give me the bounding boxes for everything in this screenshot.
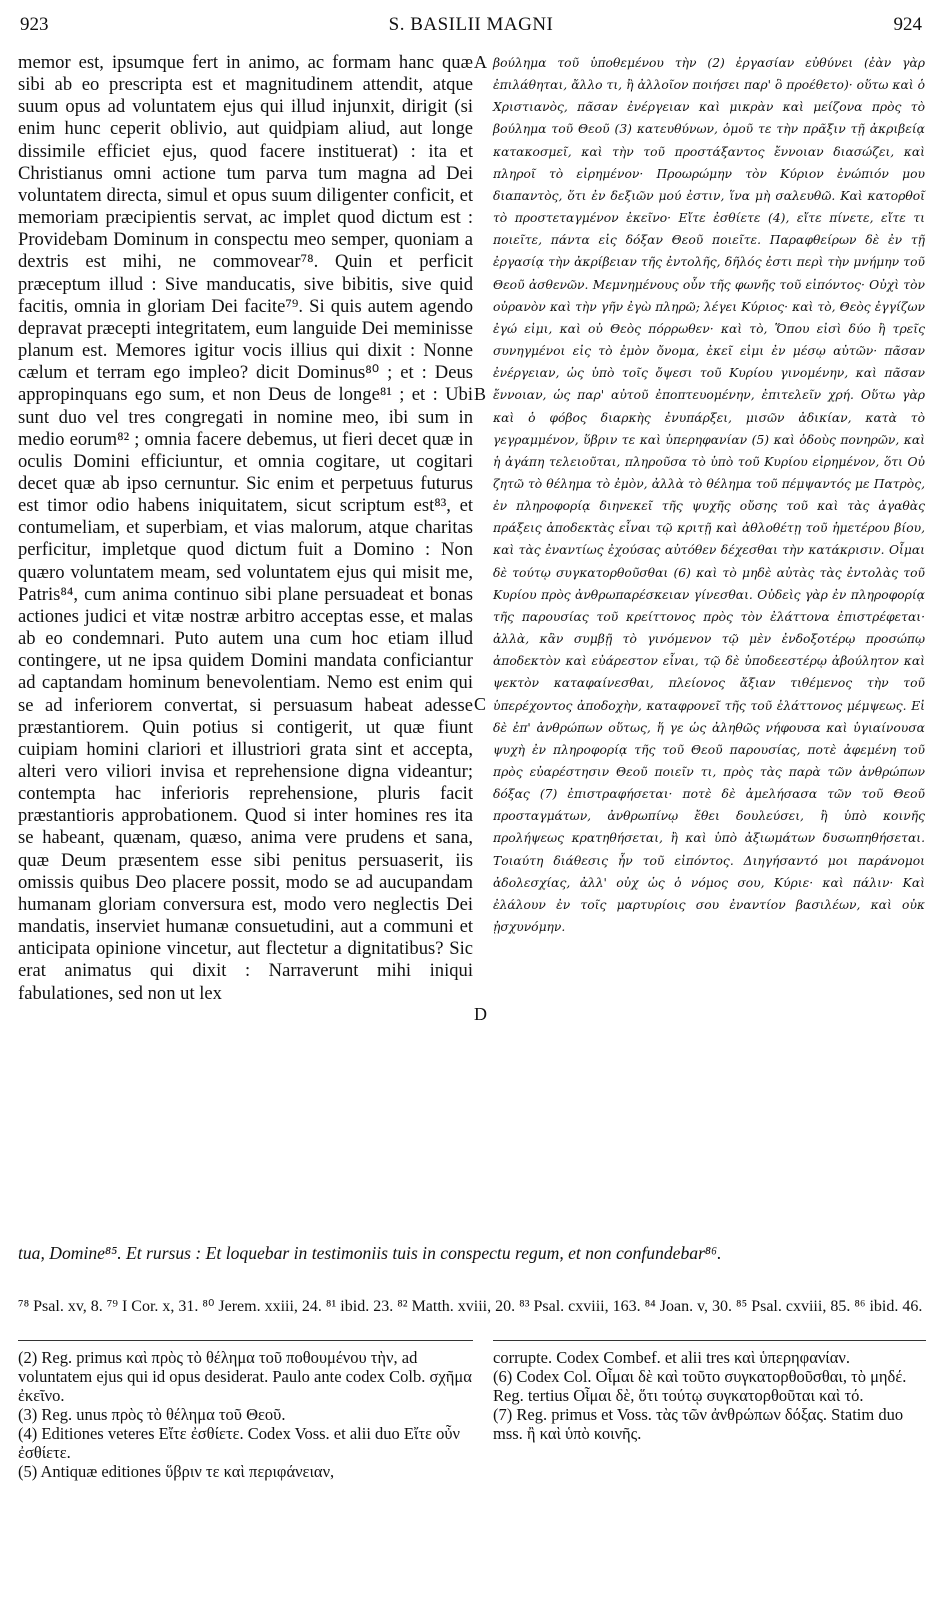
greek-column: βούλημα τοῦ ὑποθεμένου τὴν (2) ἐργασίαν εὐθύνει (ἐὰν γὰρ ἐπιλάθηται, ἄλλο τι, ἢ ἀλλοῖον ποιήσει παρ' ὃ προέθετο)· οὕτω καὶ ὁ Χριστιανὸς, πᾶσαν ἐνέργειαν καὶ μικρὰν καὶ μείζονα πρὸς τὸ βούλημα τοῦ Θεοῦ (3) κατευθύνων, ὁμοῦ τε τὴν πρᾶξιν τῇ ἀκριβείᾳ κατακοσμεῖ, καὶ τὴν τοῦ προστάξαντος ἔννοιαν διασώζει, καὶ πληροῖ τὸ εἰρημένον· Προωρώμην τὸν Κύριον ἐνώπιόν μου διαπαντὸς, ὅτι ἐν δεξιῶν μού ἐστιν, ἵνα μὴ σαλευθῶ. Καὶ κατορθοῖ τὸ προστεταγμένον ἐκεῖνο· Εἴτε ἐσθίετε (4), εἴτε πίνετε, εἴτε τι ποιεῖτε, πάντα εἰς δόξαν Θεοῦ ποιεῖτε. Παραφθείρων δὲ ἐν τῇ ἐργασίᾳ τὴν ἀκρίβειαν τῆς ἐντολῆς, δῆλός ἐστι περὶ τὴν μνήμην τοῦ Θεοῦ ἀσθενῶν. Μεμνημένους οὖν τῆς φωνῆς τοῦ εἰπόντος· Οὐχὶ τὸν οὐρανὸν καὶ τὴν γῆν ἐγὼ πληρῶ; λέγει Κύριος· καὶ τὸ, Θεὸς ἐγγίζων ἐγώ εἰμι, καὶ οὐ Θεὸς πόρρωθεν· καὶ τὸ, Ὅπου εἰσὶ δύο ἢ τρεῖς συνηγμένοι εἰς τὸ ἐμὸν ὄνομα, ἐκεῖ εἰμι ἐν μέσῳ αὐτῶν· πᾶσαν ἐνέργειαν, ὡς ὑπὸ τοῖς ὄψεσι τοῦ Κυρίου γινομένην, καὶ πᾶσαν ἔννοιαν, ὡς παρ' αὐτοῦ ἐποπτευομένην, ἐπιτελεῖν χρή. Οὕτω γὰρ καὶ ὁ φόβος διαρκὴς ἐνυπάρξει, μισῶν ἀδικίαν, κατὰ τὸ γεγραμμένον, ὕβριν τε καὶ ὑπερηφανίαν (5) καὶ ὁδοὺς πονηρῶν, καὶ ἡ ἀγάπη τελειοῦται, πληροῦσα τὸ ὑπὸ τοῦ Κυρίου εἰρημένον, ὅτι Οὐ ζητῶ τὸ θέλημα τὸ ἐμὸν, ἀλλὰ τὸ θέλημα τοῦ πέμψαντός με Πατρὸς, ἐν πληροφορίᾳ διηνεκεῖ τῆς ψυχῆς οὔσης τοῦ καὶ τὰς ἀγαθὰς πράξεις ἀποδεκτὰς εἶναι τῷ κριτῇ καὶ ἀθλοθέτῃ τοῦ ἡμετέρου βίου, καὶ τὰς ἐναντίως ἐχούσας αὐτόθεν δέχεσθαι τὴν κατάκρισιν. Οἶμαι δὲ τούτῳ συγκατορθοῦσθαι (6) καὶ τὸ μηδὲ αὐτὰς τὰς ἐντολὰς τοῦ Κυρίου πρὸς ἀνθρωπαρέσκειαν γίνεσθαι. Οὐδεὶς γὰρ ἐν πληροφορίᾳ τῆς παρουσίας τοῦ κρείττονος πρὸς τὸν ἐλάττονα ἐπιστρέφεται· ἀλλὰ, κἂν συμβῇ τὸ γινόμενον τῷ μὲν ἐνδοξοτέρῳ προσώπῳ ἀποδεκτὸν καὶ εὐάρεστον εἶναι, τῷ δὲ ὑποδεεστέρῳ ἀβούλητον καὶ ψεκτὸν καταφαίνεσθαι, πλείονος ἄξιαν τιθέμενος τὴν τοῦ ὑπερέχοντος ἀποδοχὴν, καταφρονεῖ τῆς τοῦ ἐλάττονος μέμψεως. Εἰ δὲ ἐπ' ἀνθρώπων οὕτως, ἥ γε ὡς ἀληθῶς νήφουσα καὶ ὑγιαίνουσα ψυχὴ ἐν πληροφορίᾳ τῆς τοῦ Θεοῦ παρουσίας, ποτὲ ἀφεμένη τοῦ πρὸς εὐαρέστησιν Θεοῦ ποιεῖν τι, πρὸς τὰς παρὰ τῶν ἀνθρώπων δόξας (7) ἐπιστραφήσεται· ποτὲ δὲ ἀμελήσασα τῶν τοῦ Θεοῦ προσταγμάτων, ἀνθρωπίνῳ ἔθει δουλεύσει, ἢ ὑπὸ κοινῆς προλήψεως κρατηθήσεται, ἢ καὶ ὑπὸ ἀξιωμάτων δυσωπηθήσεται. Τοιαύτη διάθεσις ἦν τοῦ εἰπόντος. Διηγήσαντό μοι παράνομοι ἀδολεσχίας, ἀλλ' οὐχ ὡς ὁ νόμος σου, Κύριε· καὶ πάλιν· Καὶ ἐλάλουν ἐν τοῖς μαρτυρίοις σου ἐναντίον βασιλέων, καὶ οὐκ ᾐσχυνόμην. <box>493 56 925 935</box>
marker-b: B <box>474 384 487 404</box>
crit-note: (4) Editiones veteres Εἴτε ἐσθίετε. Codex Voss. et alii duo Εἴτε οὖν ἐσθίετε. <box>18 1424 460 1462</box>
page-header <box>20 14 922 40</box>
crit-note: corrupte. Codex Combef. et alii tres καὶ ὑπερηφανίαν. <box>493 1348 850 1367</box>
running-title: S. BASILII MAGNI <box>388 14 554 35</box>
crit-note: (7) Reg. primus et Voss. τὰς τῶν ἀνθρώπων δόξας. Statim duo mss. ἢ καὶ ὑπὸ κοινῆς. <box>493 1405 904 1443</box>
critical-notes-left <box>18 1348 473 1481</box>
latin-tail: tua, Domine⁸⁵. Et rursus : Et loquebar in testimoniis tuis in conspectu regum, et non confundebar⁸⁶. <box>18 1243 722 1263</box>
marker-a: A <box>474 52 487 72</box>
marker-c: C <box>474 694 487 714</box>
divider-left <box>18 1340 473 1341</box>
crit-note: (3) Reg. unus πρὸς τὸ θέλημα τοῦ Θεοῦ. <box>18 1405 286 1424</box>
crit-note: (5) Antiquæ editiones ὕβριν τε καὶ περιφάνειαν, <box>18 1462 335 1481</box>
page-number-left: 923 <box>20 14 49 35</box>
latin-continuation <box>18 1242 926 1264</box>
crit-note: (6) Codex Col. Οἶμαι δὲ καὶ τοῦτο συγκατορθοῦσθαι, τὸ μηδέ. Reg. tertius Οἶμαι δὲ, ὅτι τούτῳ συγκατορθοῦται καὶ τό. <box>493 1367 907 1405</box>
critical-notes-right <box>493 1348 926 1443</box>
crit-note: (2) Reg. primus καὶ πρὸς τὸ θέλημα τοῦ ποθουμένου τὴν, ad voluntatem ejus qui id opus desiderat. Paulo ante codex Colb. σχῆμα ἐκεῖνο. <box>18 1348 472 1405</box>
scripture-references: ⁷⁸ Psal. xv, 8. ⁷⁹ I Cor. x, 31. ⁸⁰ Jerem. xxiii, 24. ⁸¹ ibid. 23. ⁸² Matth. xviii, 20. ⁸³ Psal. cxviii, 163. ⁸⁴ Joan. v, 30. ⁸⁵ Psal. cxviii, 85. ⁸⁶ ibid. 46. <box>18 1298 923 1315</box>
page-number-right: 924 <box>893 14 922 35</box>
divider-right <box>493 1340 926 1341</box>
marker-d: D <box>474 1004 487 1024</box>
latin-column: memor est, ipsumque fert in animo, ac formam hanc quæ sibi ab eo prescripta est et magnitudinem attendit, atque suum opus ad voluntatem ejus qui illud injunxit, dirigit (si enim hunc ceperit oblivio, aut quidpiam aliud, aut longe dissimile efficiet ejus, quod facere instituerat) : ita et Christianus omni actione tum parva tum magna ad Dei voluntatem directa, simul et opus suum diligenter conficit, et memoriam præcipientis servat, ac implet quod dictum est : Providebam Dominum in conspectu meo semper, quoniam a dextris est mihi, ne commovear⁷⁸. Quin et perficit præceptum illud : Sive manducatis, sive bibitis, sive quid facitis, omnia in gloriam Dei facite⁷⁹. Si quis autem agendo depravat præcepti integritatem, eum languide Dei meminisse planum est. Memores igitur vocis illius qui dixit : Nonne cælum et terram ego impleo? dicit Dominus⁸⁰ ; et : Deus appropinquans ego sum, et non Deus de longe⁸¹ ; et : Ubi sunt duo vel tres congregati in nomine meo, ibi sum in medio eorum⁸² ; omnia facere debemus, ut fieri decet quæ in oculis Domini efficiuntur, et omnia cogitare, ut cogitari decet quæ ab ipso cernuntur. Sic enim et perpetuus futurus est timor odio habens iniquitatem, sicut scriptum est⁸³, et contumeliam, et superbiam, et vias malorum, atque charitas perficitur, impletque quod dictum fuit a Domino : Non quæro voluntatem meam, sed voluntatem ejus qui misit me, Patris⁸⁴, cum anima continuo sibi plane persuadeat et bonas actiones judici et vitæ nostræ arbitro acceptas esse, et malas ab eo condemnari. Puto autem una cum hoc etiam illud contingere, ut ne ipsa quidem Domini mandata conficiantur ad captandam hominum benevolentiam. Nemo est enim qui se ad inferiorem convertat, si persuasum habeat adesse præstantiorem. Quin potius si contigerit, ut quæ fiunt cuipiam homini clariori et illustriori grata sint et accepta, alteri vero viliori invisa et reprehensione digna videantur; contempta hac inferioris reprehensione, pluris facit præstantioris approbationem. Quod si inter homines res ita se habeant, quænam, quæso, anima vere prudens et sana, quæ Deum præsentem esse sibi penitus persuaserit, iis omissis quibus Deo placere possit, modo se ad aucupandam humanam gloriam conversura est, modo vero neglectis Dei mandatis, inserviet humanæ consuetudini, aut a communi et anticipata opinione vincetur, aut flectetur a dignitatibus? Sic erat animatus qui dixit : Narraverunt mihi iniqui fabulationes, sed non ut lex <box>18 52 473 1004</box>
